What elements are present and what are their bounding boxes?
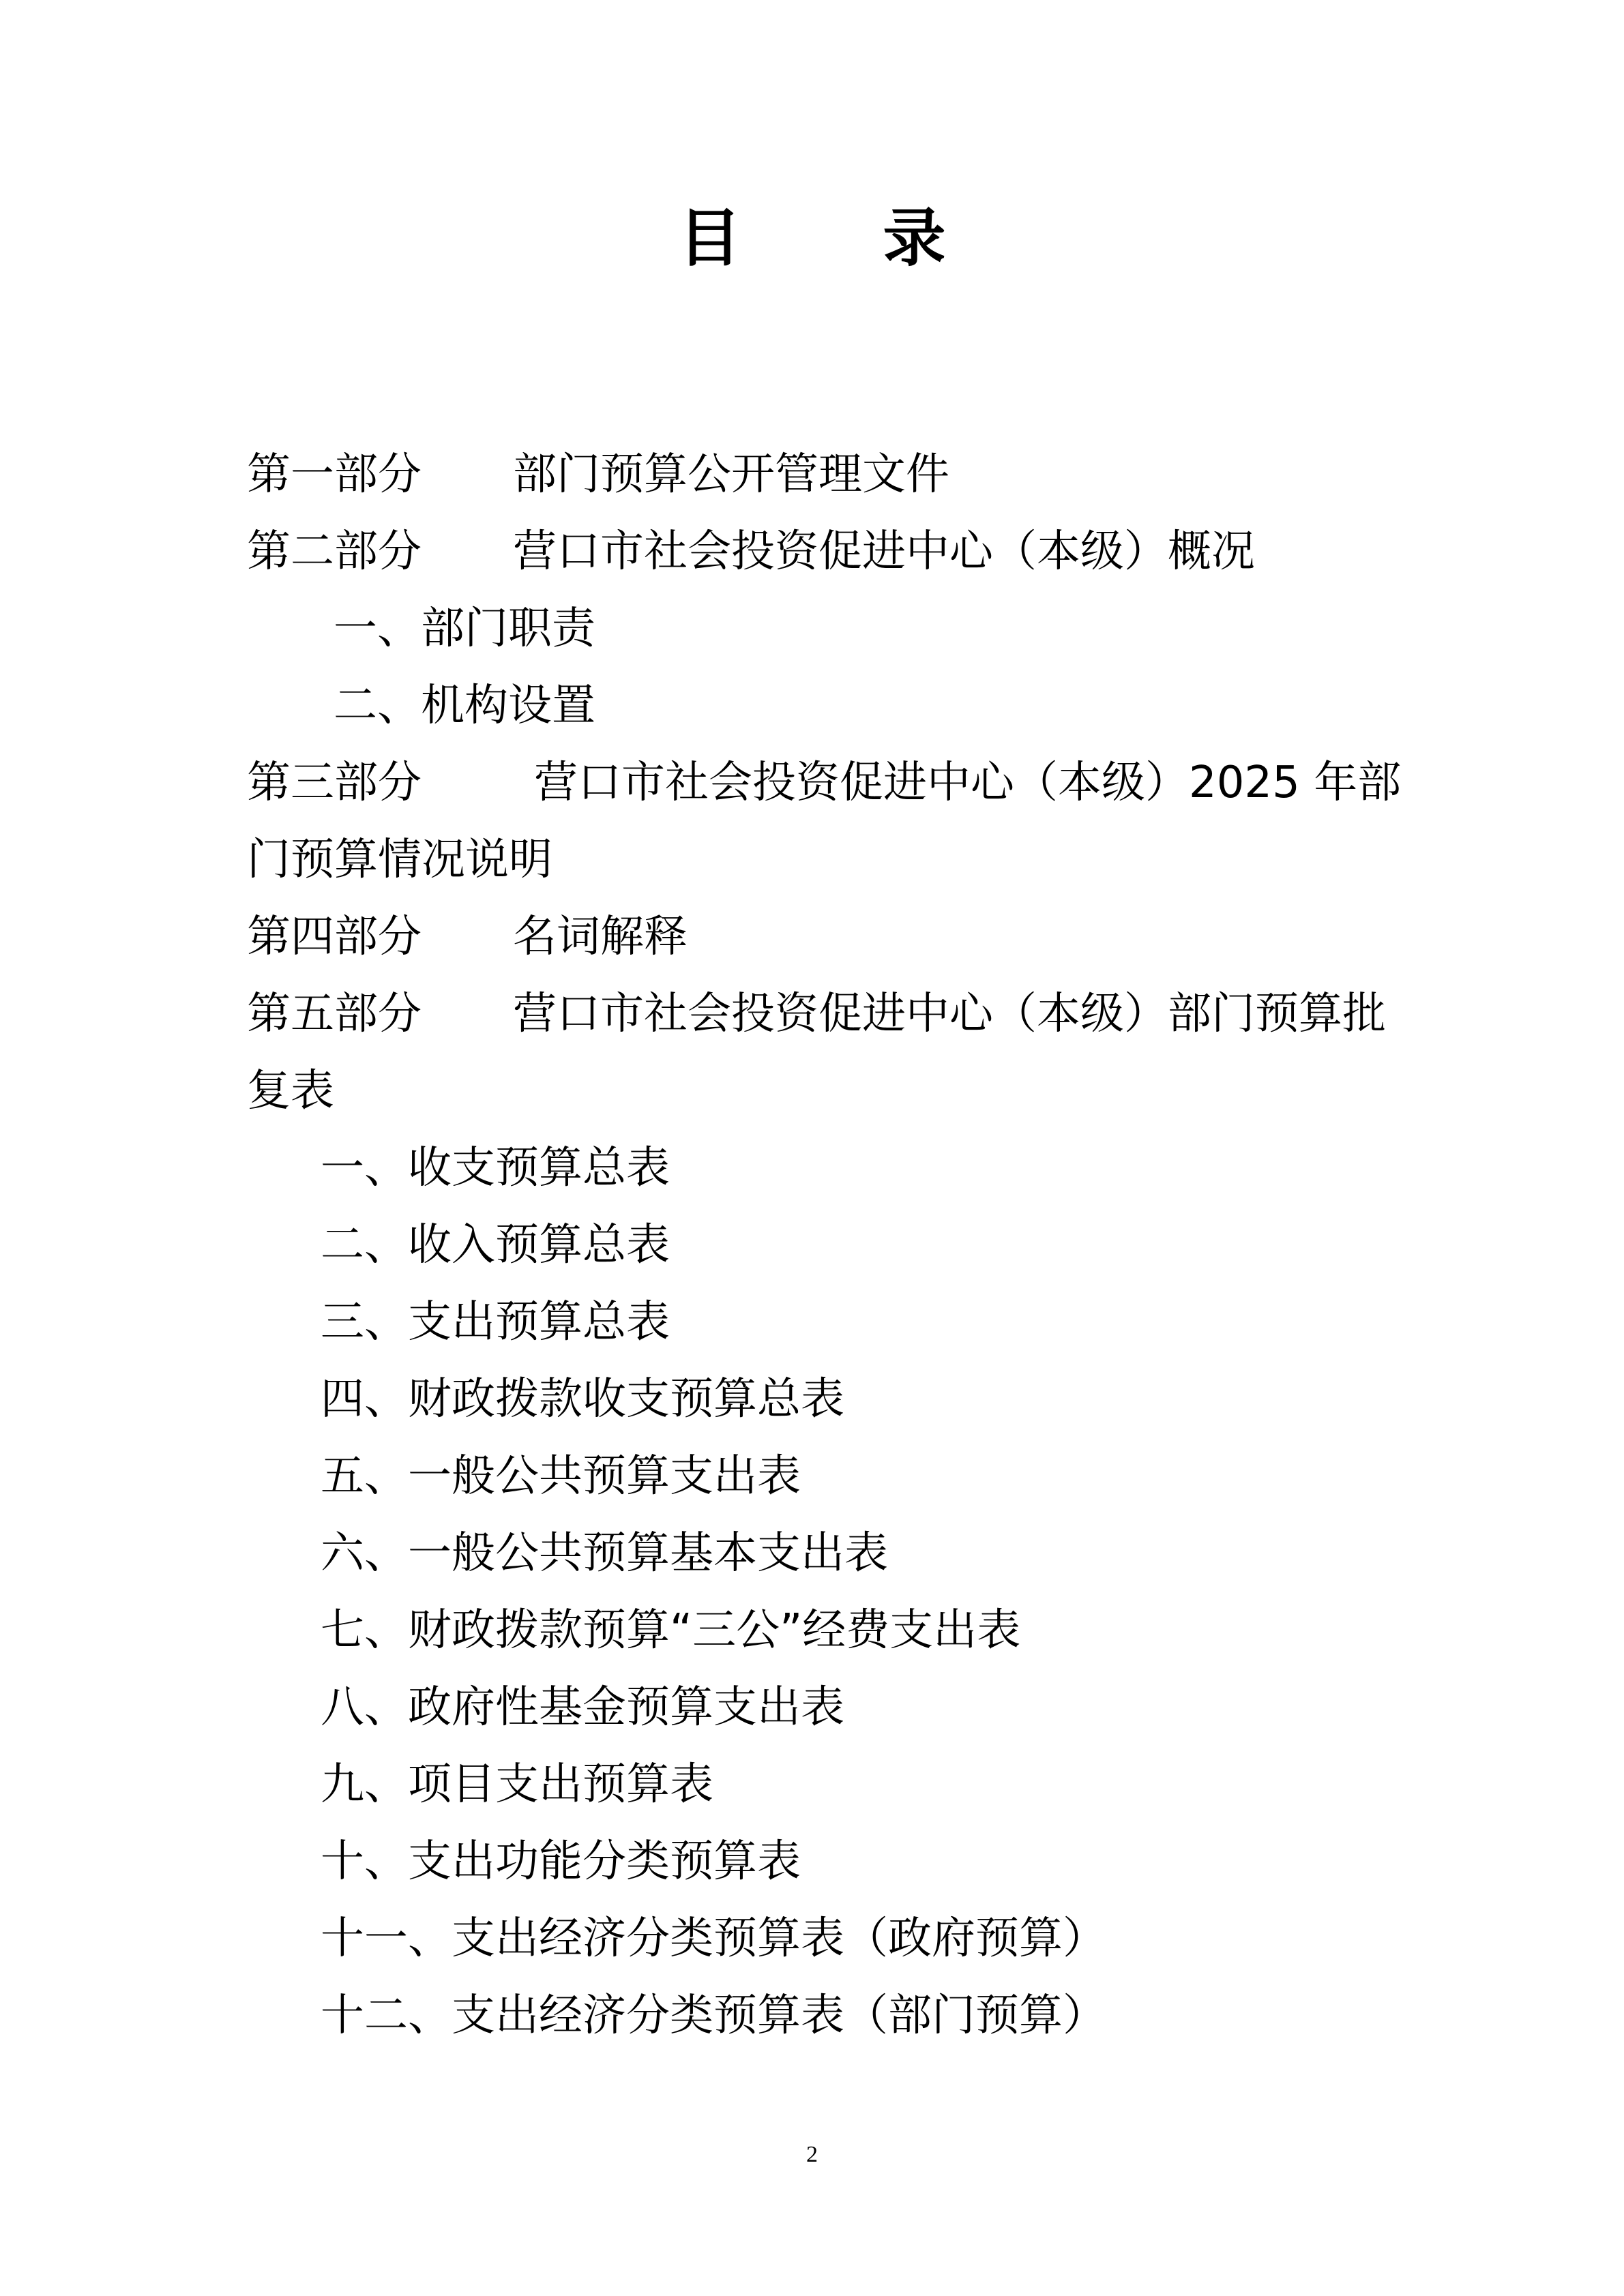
toc-item: 八、政府性基金预算支出表 (321, 1682, 844, 1733)
toc-item: 二、收入预算总表 (321, 1220, 670, 1270)
toc-item: 三、支出预算总表 (321, 1297, 670, 1347)
toc-part-text: 营口市社会投资促进中心（本级）2025 年部 (534, 758, 1402, 808)
toc-part-2 (247, 513, 1393, 591)
toc-item: 十、支出功能分类预算表 (321, 1836, 801, 1887)
toc-item: 二、机构设置 (334, 681, 595, 731)
toc-item: 七、财政拨款预算“三公”经费支出表 (321, 1605, 1021, 1656)
title-char-2: 录 (883, 202, 946, 275)
toc-part-3 (247, 745, 1402, 822)
toc-item: 九、项目支出预算表 (321, 1759, 713, 1810)
toc-part-4 (247, 899, 1393, 976)
toc-part-1 (247, 436, 1393, 513)
toc-part-label: 第一部分 (247, 449, 422, 500)
toc-part-continuation: 复表 (247, 1066, 334, 1116)
toc-part-continuation: 门预算情况说明 (247, 835, 552, 885)
toc-part-text: 部门预算公开管理文件 (513, 449, 949, 500)
page-title (0, 198, 1624, 280)
toc-item: 四、财政拨款收支预算总表 (321, 1374, 844, 1425)
toc-part-text: 名词解释 (513, 912, 688, 962)
toc-part-5 (247, 976, 1393, 1053)
toc-item: 一、部门职责 (334, 603, 595, 654)
page-number: 2 (806, 2142, 818, 2167)
table-of-contents (247, 436, 1402, 2055)
toc-part-label: 第二部分 (247, 526, 422, 577)
toc-item: 十一、支出经济分类预算表（政府预算） (321, 1913, 1106, 1964)
toc-item: 五、一般公共预算支出表 (321, 1451, 801, 1502)
toc-part-text: 营口市社会投资促进中心（本级）概况 (513, 526, 1255, 577)
toc-item: 一、收支预算总表 (321, 1143, 670, 1193)
toc-part-text: 营口市社会投资促进中心（本级）部门预算批 (513, 989, 1386, 1039)
toc-item: 六、一般公共预算基本支出表 (321, 1528, 888, 1579)
toc-part-label: 第三部分 (247, 758, 422, 808)
title-char-1: 目 (678, 202, 741, 275)
toc-part-label: 第四部分 (247, 912, 422, 962)
toc-part-label: 第五部分 (247, 989, 422, 1039)
toc-item: 十二、支出经济分类预算表（部门预算） (321, 1991, 1106, 2041)
